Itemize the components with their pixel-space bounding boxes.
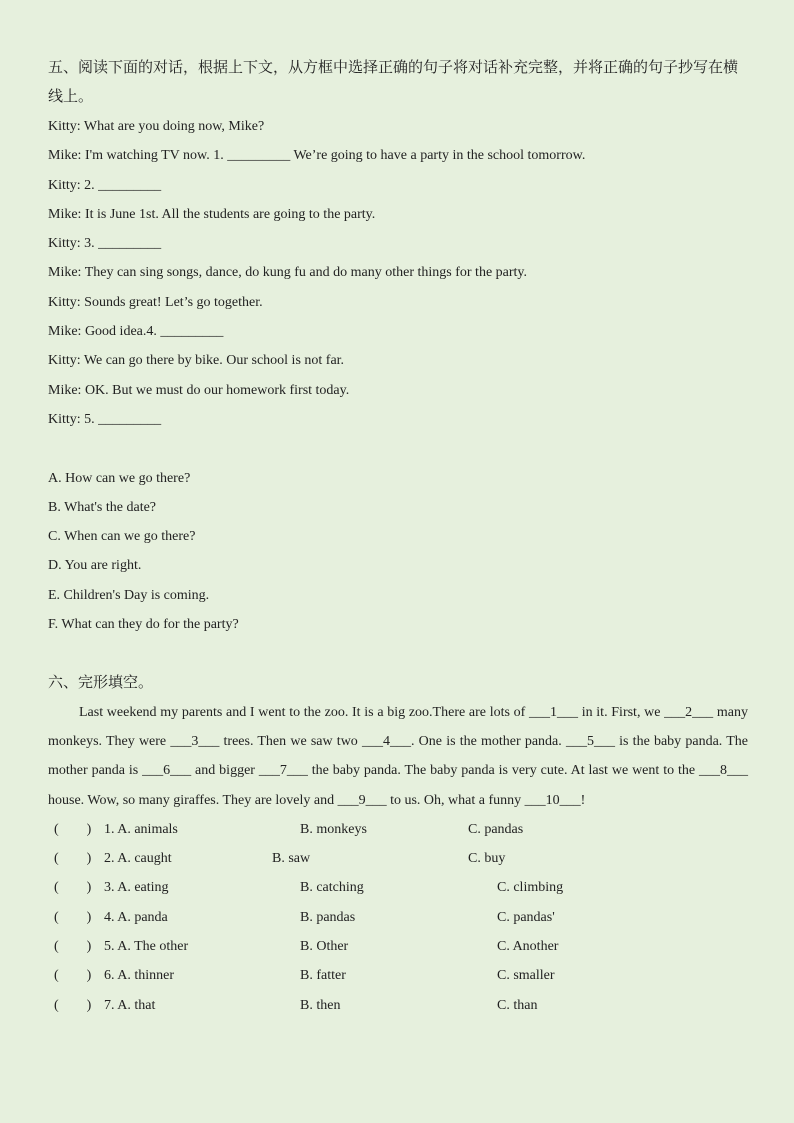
option-a: 5. A. The other [104, 939, 189, 955]
answer-option: C. When can we go there? [48, 529, 196, 545]
option-a: 3. A. eating [104, 880, 169, 896]
dialogue-line: Mike: OK. But we must do our homework first today. [48, 382, 350, 398]
question-row [48, 991, 748, 1020]
dialogue-line: Kitty: 5. _________ [48, 411, 162, 427]
option-a: 1. A. animals [104, 821, 178, 837]
option-c: C. climbing [497, 880, 564, 896]
dialogue-line: Kitty: Sounds great! Let’s go together. [48, 294, 263, 310]
answer-option: A. How can we go there? [48, 470, 191, 486]
option-c: C. smaller [497, 968, 555, 984]
option-b: B. then [300, 997, 341, 1013]
option-a: 6. A. thinner [104, 968, 174, 984]
option-a: 7. A. that [104, 997, 156, 1013]
option-c: C. pandas' [497, 909, 555, 925]
option-c: C. Another [497, 939, 559, 955]
answer-parenthesis: ( ) [54, 968, 92, 984]
answer-option: D. You are right. [48, 558, 142, 574]
option-b: B. Other [300, 939, 349, 955]
dialogue-line: Mike: It is June 1st. All the students are going to the party. [48, 206, 376, 222]
dialogue-line: Kitty: We can go there by bike. Our school is not far. [48, 353, 345, 369]
answer-option: E. Children's Day is coming. [48, 587, 210, 603]
option-c: C. than [497, 997, 538, 1013]
option-b: B. fatter [300, 968, 346, 984]
dialogue [48, 112, 748, 434]
answer-option: F. What can they do for the party? [48, 617, 239, 633]
worksheet-page [48, 54, 748, 1020]
option-a: 4. A. panda [104, 909, 168, 925]
dialogue-line: Kitty: What are you doing now, Mike? [48, 119, 265, 134]
option-b: B. pandas [300, 909, 356, 925]
dialogue-line: Mike: I'm watching TV now. 1. _________ We’re going to have a party in the school tomorrow. [48, 148, 586, 164]
answer-option: B. What's the date? [48, 499, 157, 515]
answer-parenthesis: ( ) [54, 880, 92, 896]
cloze-passage: Last weekend my parents and I went to the zoo. It is a big zoo.There are lots of ___1___ in it. First, we ___2___ many monkeys. They were ___3___ trees. Then we saw two ___4___. One is the mother panda. ___5___ is the baby panda. The mother panda is ___6___ and bigger ___7___ the baby panda. The baby panda is very cute. At last we went to the ___8___ house. Wow, so many giraffes. They are lovely and ___9___ to us. Oh, what a funny ___10___! [48, 704, 748, 808]
option-b: B. monkeys [300, 821, 367, 837]
answer-parenthesis: ( ) [54, 851, 92, 867]
option-a: 2. A. caught [104, 851, 172, 867]
question-row [48, 932, 748, 961]
spacer [48, 639, 748, 668]
option-b: B. saw [272, 851, 311, 867]
answer-parenthesis: ( ) [54, 909, 92, 925]
spacer [48, 434, 748, 463]
section-6-heading: 六、完形填空。 [48, 674, 154, 691]
question-row [48, 961, 748, 990]
option-c: C. pandas [468, 821, 524, 837]
answer-parenthesis: ( ) [54, 821, 92, 837]
section-5-heading: 五、阅读下面的对话，根据上下文，从方框中选择正确的句子将对话补充完整，并将正确的句子抄写在横线上。 [48, 60, 739, 105]
cloze-questions [48, 815, 748, 1020]
option-b: B. catching [300, 880, 364, 896]
question-row [48, 873, 748, 902]
dialogue-line: Kitty: 2. _________ [48, 177, 162, 193]
question-row [48, 903, 748, 932]
answer-parenthesis: ( ) [54, 939, 92, 955]
question-row [48, 844, 748, 873]
answer-options [48, 464, 748, 640]
dialogue-line: Mike: They can sing songs, dance, do kung fu and do many other things for the party. [48, 265, 528, 281]
option-c: C. buy [468, 851, 506, 867]
dialogue-line: Kitty: 3. _________ [48, 236, 162, 252]
answer-parenthesis: ( ) [54, 997, 92, 1013]
dialogue-line: Mike: Good idea.4. _________ [48, 324, 224, 340]
question-row [48, 815, 748, 844]
